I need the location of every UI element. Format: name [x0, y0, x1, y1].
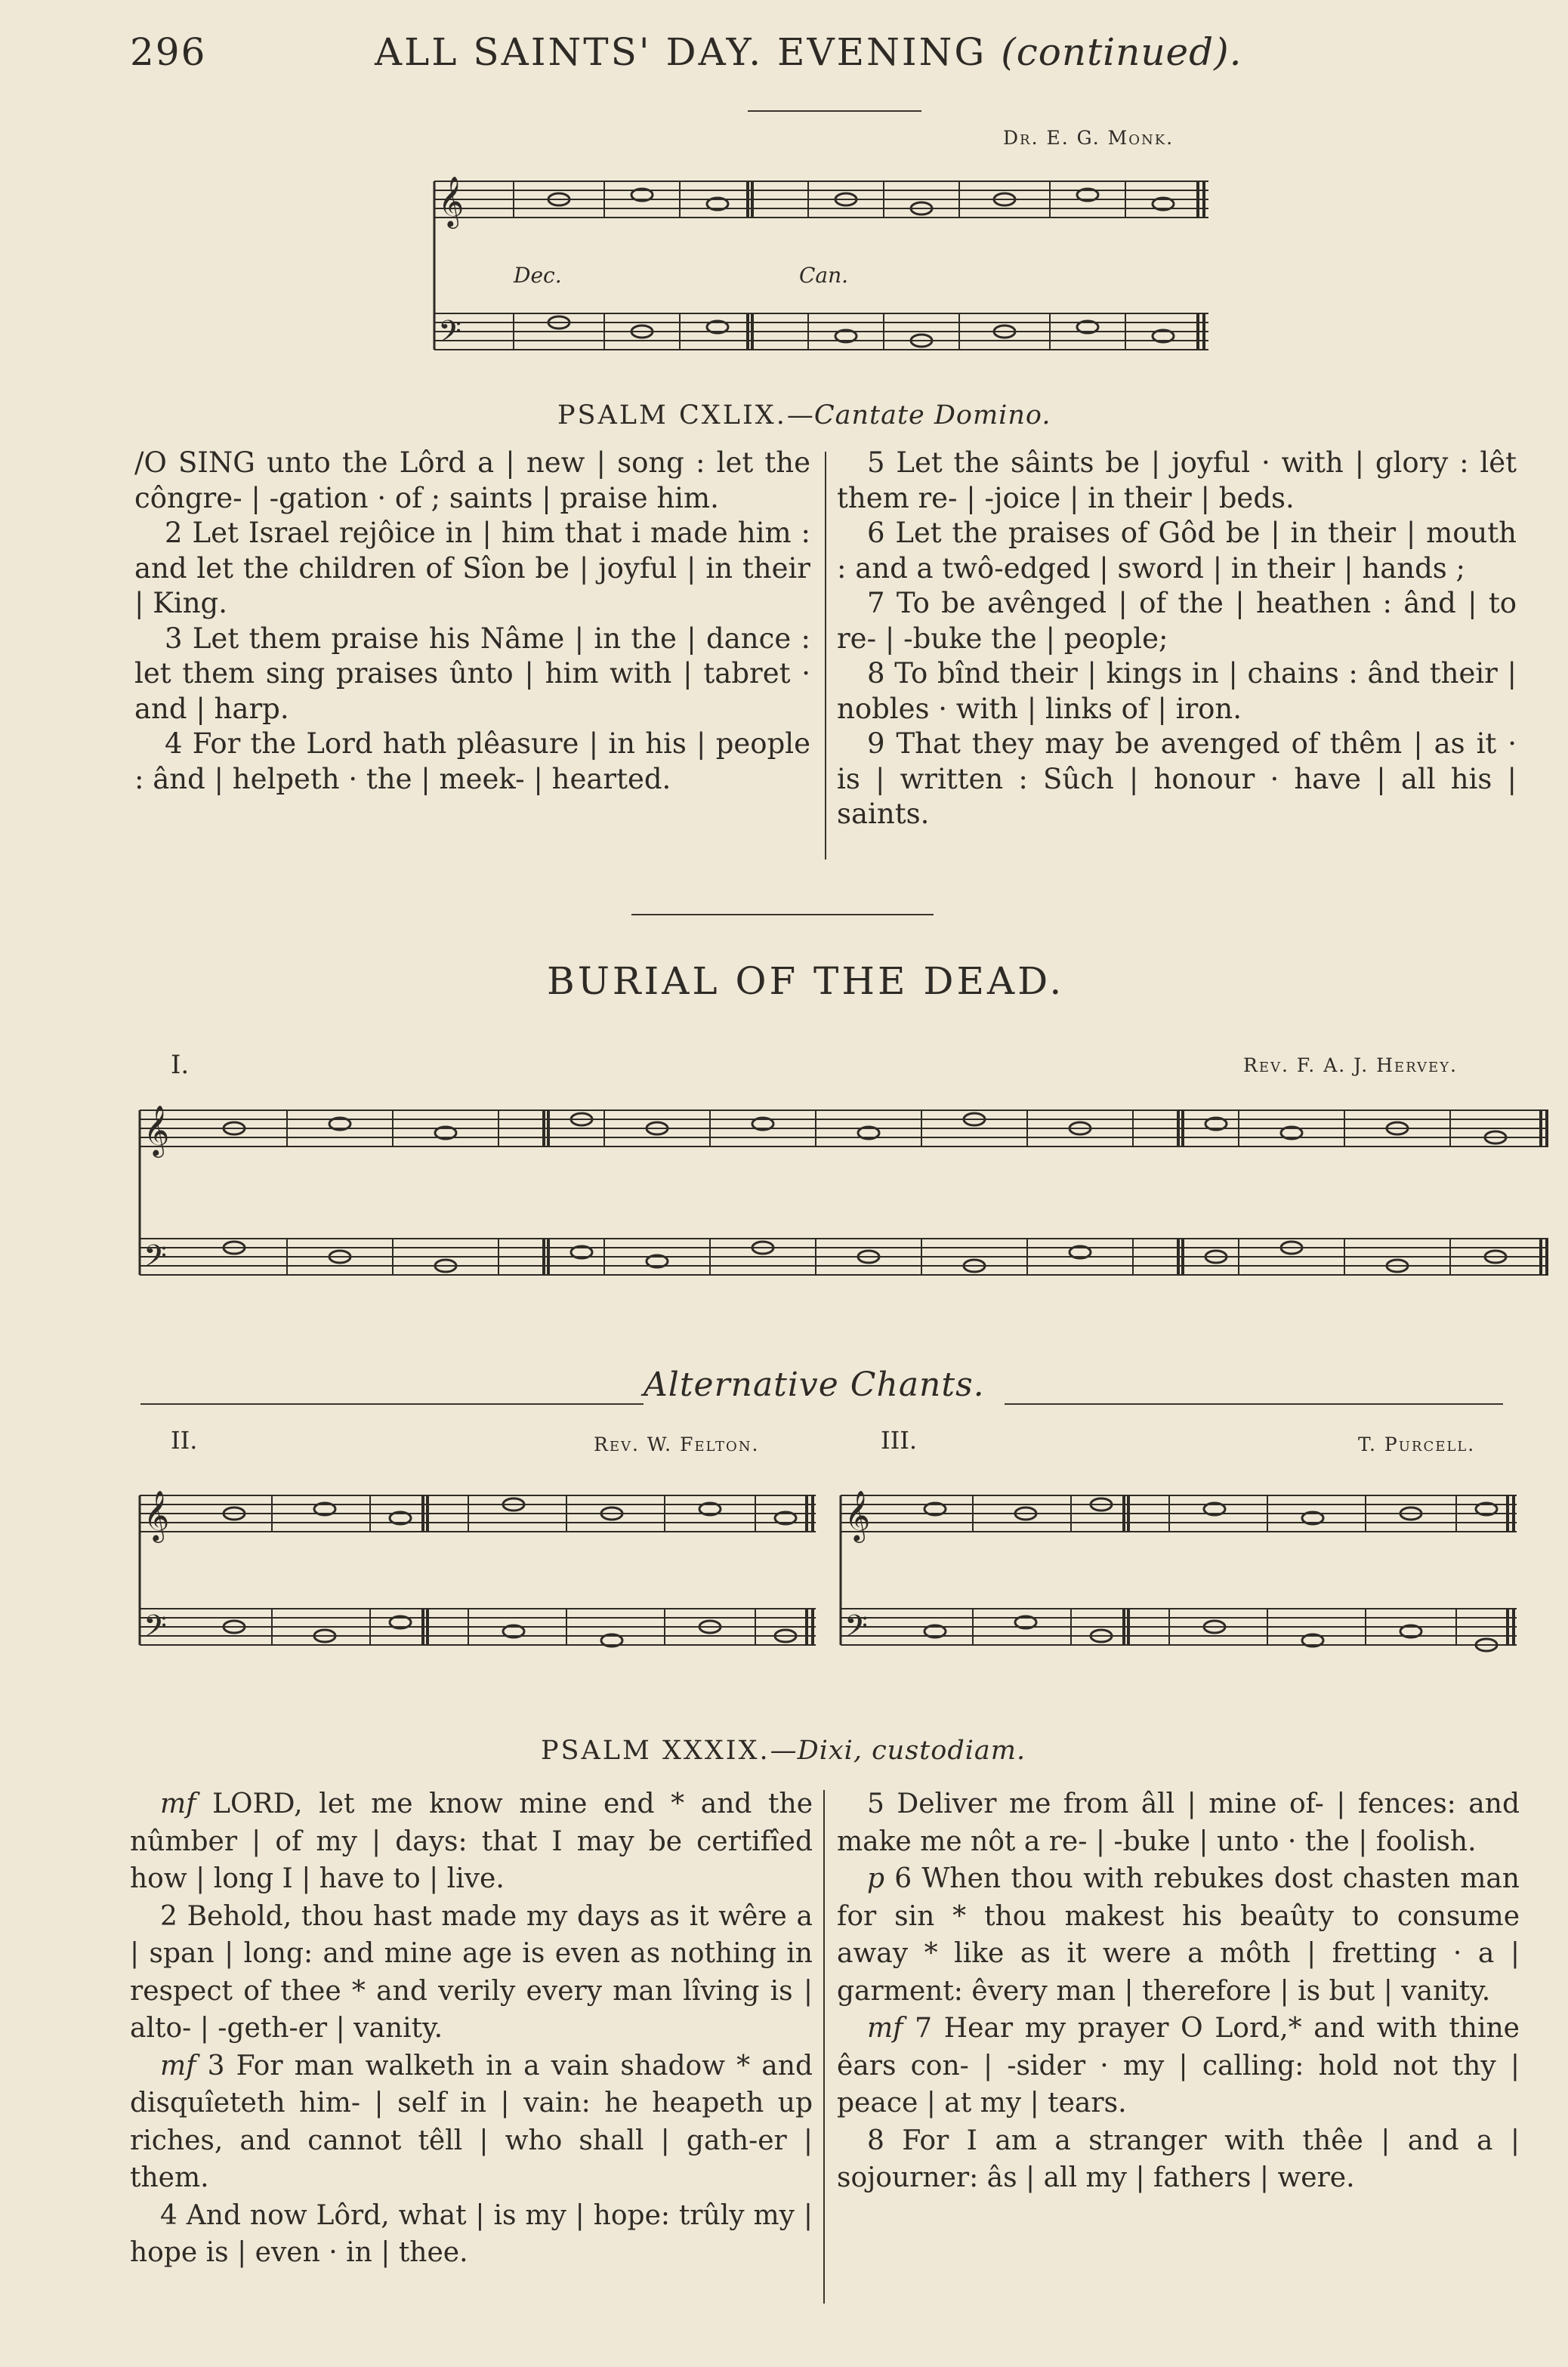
verse-text: 8 For I am a stranger with thêe | and a | sojourner: âs | all my | fathers | were.: [837, 2125, 1520, 2193]
chant-i-number: I.: [171, 1050, 190, 1080]
verse: 7 To be avênged | of the | heathen : ând | to re- | -buke the | people;: [837, 587, 1517, 655]
psalm39-right-column: [837, 1785, 1520, 2197]
chant-iii-number: III.: [881, 1426, 918, 1455]
alt-rule-right: [1005, 1403, 1503, 1405]
verse: [837, 1785, 1520, 1860]
verse: [130, 2197, 813, 2272]
alternative-title: Alternative Chants.: [644, 1366, 985, 1404]
verse: 5 Let the sâints be | joyful · with | glory : lêt them re- | -joice | in their | beds.: [837, 446, 1517, 514]
chant-iii-composer: T. Purcell.: [1358, 1433, 1476, 1455]
chant-iii-score: [837, 1473, 1524, 1684]
svg-text:𝄢: 𝄢: [144, 1609, 167, 1651]
psalm149-subtitle: —Cantate Domino.: [786, 400, 1051, 431]
psalm39-title: [541, 1736, 1026, 1766]
running-title-text: ALL SAINTS' DAY. EVENING: [375, 30, 987, 74]
chant-ii-number: II.: [171, 1426, 198, 1455]
verse-text: 2 Behold, thou hast made my days as it wêre a | span | long: and mine age is even as nothing in respect of thee * and verily every man lîving is | alto- | -geth-er | vanity.: [130, 1900, 813, 2044]
column-divider: [825, 452, 826, 859]
verse: [130, 2048, 813, 2197]
verse: [130, 1898, 813, 2048]
running-title-continued: (continued).: [1001, 30, 1242, 74]
verse-text: 7 Hear my prayer O Lord,* and with thine êars con- | -sider · my | calling: hold not thy | peace | at my | tears.: [837, 2013, 1520, 2119]
dynamic-mark: p: [867, 1863, 885, 1894]
svg-text:𝄢: 𝄢: [144, 1239, 167, 1281]
psalm39-subtitle: —Dixi, custodiam.: [770, 1736, 1026, 1766]
verse: [130, 1785, 813, 1898]
section-rule: [631, 914, 934, 915]
verse: 9 That they may be avenged of thêm | as it · is | written : Sûch | honour · have | all his | saints.: [837, 727, 1517, 830]
burial-title: BURIAL OF THE DEAD.: [547, 959, 1065, 1003]
chant-ii-score: [136, 1473, 823, 1684]
dynamic-mark: mf: [867, 2013, 903, 2044]
psalm149-left-column: [134, 446, 810, 797]
header-rule: [748, 110, 921, 112]
verse: 8 To bînd their | kings in | chains : ând their | nobles · with | links of | iron.: [837, 657, 1517, 725]
verse: [837, 2122, 1520, 2197]
psalm39-left-column: [130, 1785, 813, 2272]
alt-rule-left: [140, 1403, 644, 1405]
svg-text:𝄢: 𝄢: [438, 314, 461, 356]
psalm149-right-column: [837, 446, 1517, 832]
page-number: 296: [130, 30, 207, 74]
svg-text:𝄞: 𝄞: [144, 1489, 170, 1541]
chant-i-score: [136, 1088, 1556, 1314]
psalm149-number: PSALM CXLIX.: [557, 400, 787, 431]
verse-text: 3 For man walketh in a vain shadow * and disquîeteth him- | self in | vain: he heapeth up riches, and cannot têll | who shall | gath-er | them.: [130, 2050, 813, 2193]
chant-i-composer: Rev. F. A. J. Hervey.: [1243, 1054, 1458, 1076]
verse: /O SING unto the Lôrd a | new | song : let the côngre- | -gation · of ; saints | praise him.: [134, 446, 810, 514]
can-label: Can.: [799, 263, 849, 288]
svg-text:𝄞: 𝄞: [844, 1489, 871, 1541]
running-title: [375, 30, 1242, 74]
verse-text: 5 Deliver me from âll | mine of- | fences: and make me nôt a re- | -buke | unto · the | foolish.: [837, 1788, 1520, 1857]
svg-text:𝄢: 𝄢: [844, 1609, 868, 1651]
svg-text:𝄞: 𝄞: [438, 175, 465, 227]
chant1-composer: Dr. E. G. Monk.: [1003, 127, 1174, 149]
verse: 2 Let Israel rejôice in | him that i made him : and let the children of Sîon be | joyful | in their | King.: [134, 517, 810, 619]
psalm39-number: PSALM XXXIX.: [541, 1736, 770, 1766]
psalm149-title: [557, 400, 1051, 431]
verse: [837, 1860, 1520, 2010]
verse-text: 6 When thou with rebukes dost chasten man for sin * thou makest his beaûty to consume away * like as it were a môth | fretting · a | garment: êvery man | therefore | is but | vanity.: [837, 1863, 1520, 2007]
svg-text:𝄞: 𝄞: [144, 1104, 170, 1156]
verse: 4 For the Lord hath plêasure | in his | people : ând | helpeth · the | meek- | hearted.: [134, 727, 810, 795]
dynamic-mark: mf: [160, 2050, 196, 2082]
verse-text: 4 And now Lôrd, what | is my | hope: trûly my | hope is | even · in | thee.: [130, 2199, 813, 2268]
verse-text: LORD, let me know mine end * and the nûmber | of my | days: that I may be certifîed how | long I | have to | live.: [130, 1788, 813, 1894]
column-divider: [823, 1790, 825, 2304]
chant-ii-composer: Rev. W. Felton.: [594, 1433, 760, 1455]
verse: 3 Let them praise his Nâme | in the | dance : let them sing praises ûnto | him with | tabret · and | harp.: [134, 622, 810, 725]
dec-label: Dec.: [514, 263, 562, 288]
verse: [837, 2010, 1520, 2122]
verse: 6 Let the praises of Gôd be | in their | mouth : and a twô-edged | sword | in their | hands ;: [837, 517, 1517, 585]
dynamic-mark: mf: [160, 1788, 196, 1819]
